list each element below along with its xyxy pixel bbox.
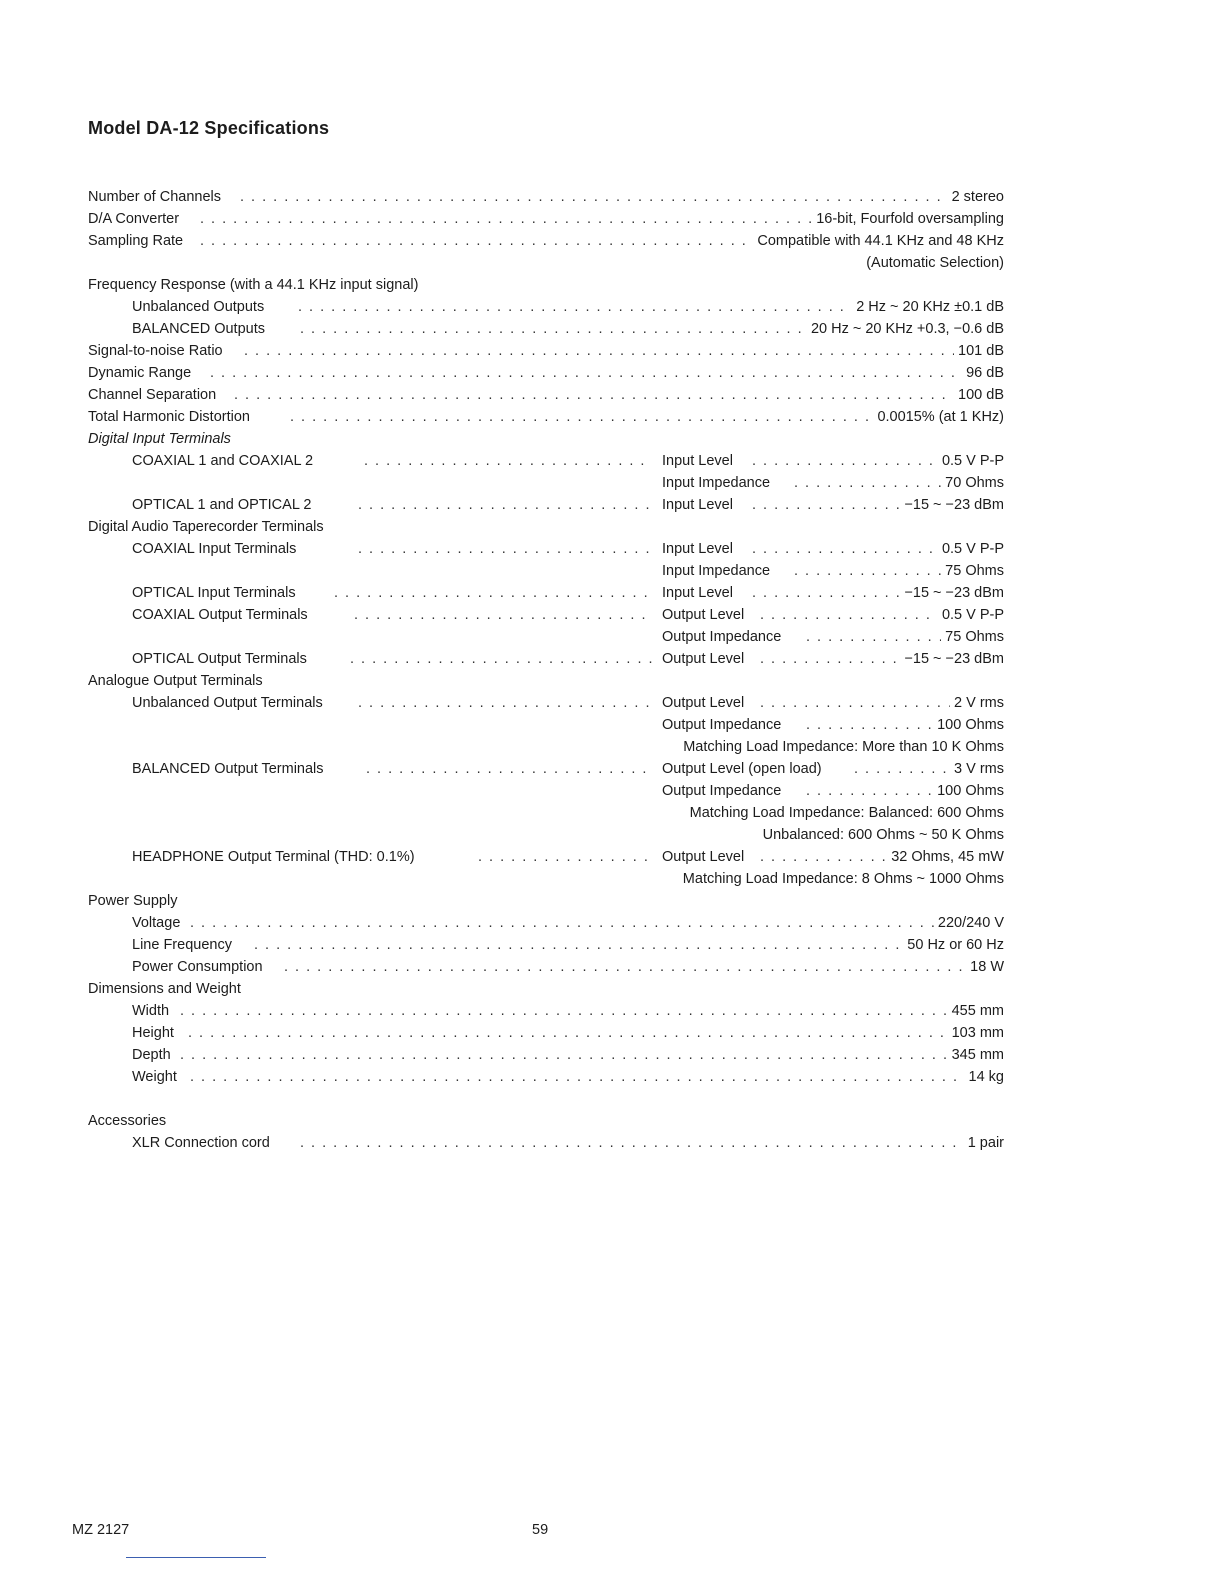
spec-value: Unbalanced: 600 Ohms ~ 50 K Ohms [759, 824, 1004, 846]
spec-value: 103 mm [948, 1022, 1004, 1044]
spec-label: Number of Channels [88, 189, 221, 205]
spec-row-bal-load [88, 802, 1004, 824]
spec-row-optical-input [88, 494, 1004, 516]
spec-sublabel: Output Impedance [662, 714, 785, 736]
spec-row-consumption [88, 956, 1004, 978]
spec-row-bal-out [88, 758, 1004, 780]
spec-value: −15 ~ −23 dBm [900, 582, 1004, 604]
spec-sublabel: Input Level [662, 450, 737, 472]
spec-value: 75 Ohms [941, 626, 1004, 648]
spec-row-freq-unbalanced [88, 296, 1004, 318]
spec-value: 20 Hz ~ 20 KHz +0.3, −0.6 dB [807, 318, 1004, 340]
spec-sublabel: Input Level [662, 494, 737, 516]
section-heading: Digital Input Terminals [88, 431, 231, 447]
spec-row-weight [88, 1066, 1004, 1088]
section-frequency [88, 274, 1004, 296]
spec-row-unbal-impedance [88, 714, 1004, 736]
spec-value: 1 pair [964, 1132, 1004, 1154]
spec-row-xlr [88, 1132, 1004, 1154]
spec-row-opt-in [88, 582, 1004, 604]
spec-list [88, 186, 1004, 1154]
section-dat [88, 516, 1004, 538]
spec-row-width [88, 1000, 1004, 1022]
spec-row-snr [88, 340, 1004, 362]
spec-label: COAXIAL Input Terminals [132, 541, 297, 557]
spec-value: 3 V rms [950, 758, 1004, 780]
spec-label: Width [132, 1003, 170, 1019]
spec-label: Power Consumption [132, 959, 263, 975]
spec-value: Matching Load Impedance: 8 Ohms ~ 1000 Ohms [679, 868, 1004, 890]
spec-sublabel: Output Level [662, 604, 748, 626]
page-number: 59 [532, 1522, 549, 1538]
spec-value: Matching Load Impedance: More than 10 K Ohms [679, 736, 1004, 758]
page-title: Model DA-12 Specifications [88, 118, 330, 138]
spec-label: HEADPHONE Output Terminal (THD: 0.1%) [132, 849, 415, 865]
spec-value: 0.5 V P-P [938, 604, 1004, 626]
spec-row-freq-balanced [88, 318, 1004, 340]
spec-label: Voltage [132, 915, 181, 931]
spec-sublabel: Output Level (open load) [662, 758, 826, 780]
spec-row-coax-out-impedance [88, 626, 1004, 648]
spec-value: 14 kg [965, 1066, 1004, 1088]
spec-row-bal-impedance [88, 780, 1004, 802]
spec-row-voltage [88, 912, 1004, 934]
spec-value: 18 W [966, 956, 1004, 978]
spec-label: XLR Connection cord [132, 1135, 270, 1151]
document-id: MZ 2127 [72, 1522, 130, 1538]
spec-row-headphone [88, 846, 1004, 868]
spec-value: 220/240 V [934, 912, 1004, 934]
spec-label: Channel Separation [88, 387, 217, 403]
spec-value: 2 V rms [950, 692, 1004, 714]
spec-label: Unbalanced Outputs [132, 299, 265, 315]
spec-value-note: (Automatic Selection) [862, 252, 1004, 274]
footer-rule [126, 1557, 266, 1558]
section-digital-input [88, 428, 1004, 450]
spec-value: 32 Ohms, 45 mW [887, 846, 1004, 868]
spec-row-unbal-load [88, 736, 1004, 758]
spec-value: 345 mm [948, 1044, 1004, 1066]
spec-row-dynamic [88, 362, 1004, 384]
spec-label: D/A Converter [88, 211, 180, 227]
spec-row-unbal-out [88, 692, 1004, 714]
spec-label: OPTICAL 1 and OPTICAL 2 [132, 497, 312, 513]
spec-value: 0.5 V P-P [938, 538, 1004, 560]
spec-value: −15 ~ −23 dBm [900, 494, 1004, 516]
spec-row-thd [88, 406, 1004, 428]
spec-label: Weight [132, 1069, 177, 1085]
spec-row-sampling-note [88, 252, 1004, 274]
spec-row-coax-in [88, 538, 1004, 560]
spec-sublabel: Output Level [662, 692, 748, 714]
spec-row-coax-in-impedance [88, 560, 1004, 582]
spec-label: OPTICAL Input Terminals [132, 585, 296, 601]
section-heading: Accessories [88, 1113, 167, 1129]
section-accessories [88, 1110, 1004, 1132]
spec-value: Matching Load Impedance: Balanced: 600 Ohms [686, 802, 1004, 824]
spec-sublabel: Output Impedance [662, 626, 785, 648]
spec-sublabel: Input Impedance [662, 560, 774, 582]
spec-label: OPTICAL Output Terminals [132, 651, 307, 667]
spec-row-channels [88, 186, 1004, 208]
spec-sublabel: Output Level [662, 846, 748, 868]
section-analogue [88, 670, 1004, 692]
spec-label: Total Harmonic Distortion [88, 409, 250, 425]
spec-label: COAXIAL 1 and COAXIAL 2 [132, 453, 314, 469]
spec-label: COAXIAL Output Terminals [132, 607, 308, 623]
spec-sublabel: Input Impedance [662, 472, 774, 494]
spec-label: Line Frequency [132, 937, 232, 953]
spec-value: 70 Ohms [941, 472, 1004, 494]
spec-value: −15 ~ −23 dBm [900, 648, 1004, 670]
spec-row-sampling [88, 230, 1004, 252]
spec-sublabel: Input Level [662, 582, 737, 604]
spec-row-coaxial-input [88, 450, 1004, 472]
spec-row-opt-out [88, 648, 1004, 670]
spec-value: 100 dB [954, 384, 1004, 406]
spec-sublabel: Output Impedance [662, 780, 785, 802]
spec-label: Sampling Rate [88, 233, 184, 249]
spec-row-height [88, 1022, 1004, 1044]
section-heading: Power Supply [88, 893, 178, 909]
spec-row-bal-load-unbal [88, 824, 1004, 846]
section-heading: Digital Audio Taperecorder Terminals [88, 519, 324, 535]
spec-value: 0.0015% (at 1 KHz) [873, 406, 1004, 428]
spec-value: 16-bit, Fourfold oversampling [812, 208, 1004, 230]
section-heading: Dimensions and Weight [88, 981, 241, 997]
spec-value: 101 dB [954, 340, 1004, 362]
spec-sublabel: Input Level [662, 538, 737, 560]
spec-sublabel: Output Level [662, 648, 748, 670]
section-power [88, 890, 1004, 912]
spec-row-coax-out [88, 604, 1004, 626]
spec-value: 75 Ohms [941, 560, 1004, 582]
spec-value: Compatible with 44.1 KHz and 48 KHz [753, 230, 1004, 252]
spec-row-headphone-load [88, 868, 1004, 890]
spec-value: 2 stereo [948, 186, 1004, 208]
section-heading: Analogue Output Terminals [88, 673, 263, 689]
spec-row-coaxial-impedance [88, 472, 1004, 494]
spec-row-separation [88, 384, 1004, 406]
spec-value: 0.5 V P-P [938, 450, 1004, 472]
spec-label: Signal-to-noise Ratio [88, 343, 223, 359]
spec-value: 2 Hz ~ 20 KHz ±0.1 dB [852, 296, 1004, 318]
spec-label: BALANCED Outputs [132, 321, 265, 337]
spec-label: Dynamic Range [88, 365, 192, 381]
section-dimensions [88, 978, 1004, 1000]
spec-label: Depth [132, 1047, 171, 1063]
spec-value: 50 Hz or 60 Hz [903, 934, 1004, 956]
spec-value: 100 Ohms [933, 714, 1004, 736]
section-heading: Frequency Response (with a 44.1 KHz input signal) [88, 277, 419, 293]
spec-value: 96 dB [962, 362, 1004, 384]
spec-label: Unbalanced Output Terminals [132, 695, 323, 711]
spec-label: Height [132, 1025, 174, 1041]
spec-row-line-frequency [88, 934, 1004, 956]
spec-label: BALANCED Output Terminals [132, 761, 324, 777]
spec-value: 100 Ohms [933, 780, 1004, 802]
spec-row-depth [88, 1044, 1004, 1066]
spec-row-converter [88, 208, 1004, 230]
spec-value: 455 mm [948, 1000, 1004, 1022]
